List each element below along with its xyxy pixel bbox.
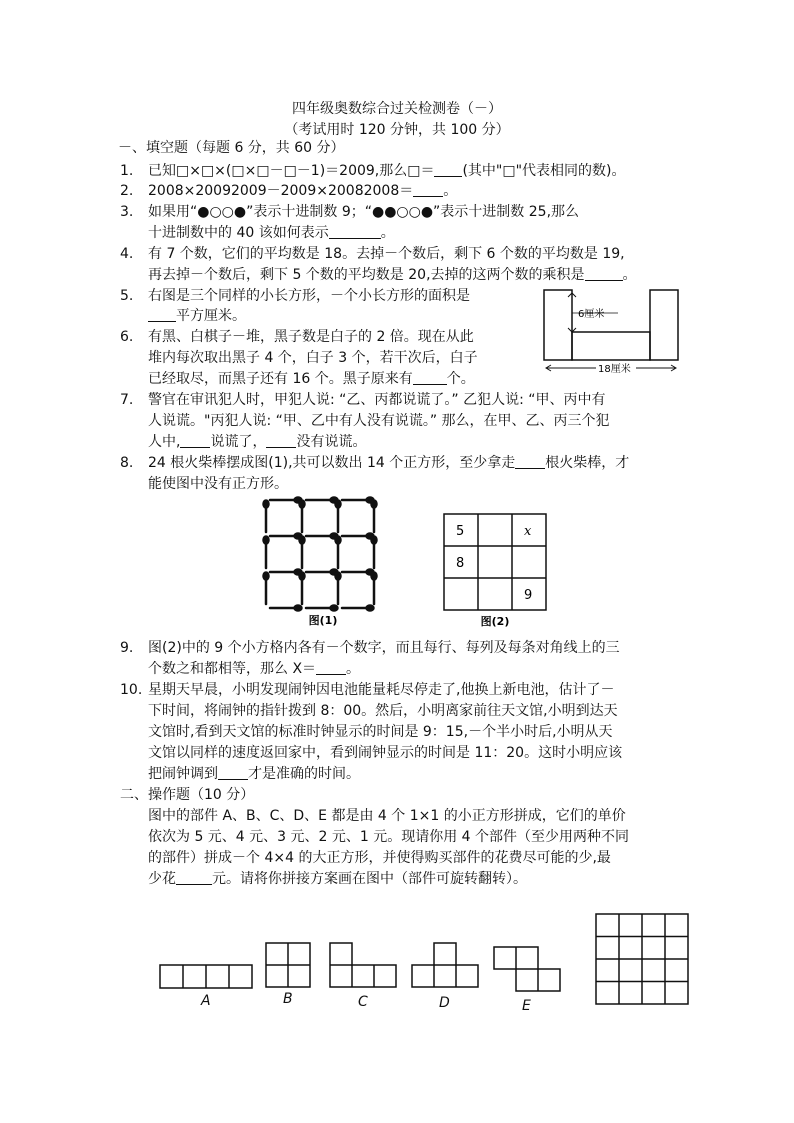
section2-line4: 少花 元。请将你拼接方案画在图中（部件可旋转翻转）。: [148, 871, 527, 887]
part-c: [330, 943, 396, 987]
q8-line1: 24 根火柴棒摆成图(1),共可以数出 14 个正方形，至少拿走 根火柴棒，才: [148, 455, 630, 471]
section2-line1: 图中的部件 A、B、C、D、E 都是由 4 个 1×1 的小正方形拼成，它们的单价: [148, 808, 626, 824]
q7-answer-blank-1[interactable]: [180, 432, 210, 448]
parts-figure: [150, 935, 590, 1015]
q1-number: 1.: [120, 163, 134, 179]
matchstick-head: [264, 501, 269, 508]
left-rectangle: [544, 290, 572, 360]
part-a: [160, 965, 252, 988]
q3-answer-blank[interactable]: [329, 223, 381, 239]
answer-grid[interactable]: [594, 912, 690, 1008]
length-label: 18厘米: [598, 364, 631, 375]
number-grid-figure: [442, 508, 548, 628]
q4-answer-blank[interactable]: [585, 265, 623, 281]
matchstick-head: [336, 573, 341, 580]
matchstick-head: [264, 537, 269, 544]
grid-cell-1: 5: [456, 524, 465, 539]
part-e: [494, 947, 560, 991]
q4-number: 4.: [120, 246, 134, 262]
matchstick-head: [336, 537, 341, 544]
page-title: 四年级奥数综合过关检测卷（－）: [292, 101, 502, 117]
q10-line2: 下时间，将闹钟的指针拨到 8：00。然后，小明离家前往天文馆,小明到达天: [148, 703, 618, 719]
matchstick-head: [331, 606, 338, 611]
part-e-label: E: [522, 998, 531, 1014]
matchstick-head: [295, 606, 302, 611]
q2-text: 2008×20092009－2009×20082008＝ 。: [148, 183, 458, 199]
q3-number: 3.: [120, 204, 134, 220]
matchstick-head: [264, 573, 269, 580]
matchstick-figure: [258, 494, 388, 628]
right-rectangle: [650, 290, 678, 360]
q10-line4: 文馆以同样的速度返回家中，看到闹钟显示的时间是 11：20。这时小明应该: [148, 745, 623, 761]
q7-line3: 人中, 说谎了， 没有说谎。: [148, 434, 367, 450]
q5-line2: 平方厘米。: [148, 306, 246, 326]
part-d: [412, 943, 478, 987]
q7-line2: 人说谎。"丙犯人说: “甲、乙中有人没有说谎。” 那么，在甲、乙、丙三个犯: [148, 413, 610, 429]
q1-answer-blank[interactable]: [434, 161, 462, 177]
matchstick-head: [336, 501, 341, 508]
grid-cell-3: x: [524, 524, 532, 539]
q2-answer-blank[interactable]: [413, 181, 443, 197]
q5-answer-blank[interactable]: [148, 306, 176, 322]
grid-cell-9: 9: [524, 588, 533, 603]
q4-line1: 有 7 个数，它们的平均数是 18。去掉－个数后，剩下 6 个数的平均数是 19,: [148, 246, 625, 262]
matchstick-head: [300, 573, 305, 580]
matchstick-head: [367, 606, 374, 611]
part-a-label: A: [201, 993, 211, 1009]
q3-line2: 十进制数中的 40 该如何表示 。: [148, 225, 395, 241]
part-b-label: B: [283, 991, 293, 1007]
q5-number: 5.: [120, 288, 134, 304]
part-d-label: D: [439, 995, 450, 1011]
section2-line3: 的部件）拼成－个 4×4 的大正方形，并使得购买部件的花费尽可能的少,最: [148, 850, 611, 866]
q4-line2: 再去掉－个数后，剩下 5 个数的平均数是 20,去掉的这两个数的乘积是 。: [148, 267, 637, 283]
grid-cell-4: 8: [456, 556, 465, 571]
q2-number: 2.: [120, 183, 134, 199]
matchstick-head: [300, 537, 305, 544]
q1-text: 已知□×□×(□×□－□－1)＝2009,那么□＝ (其中"□"代表相同的数)。: [148, 163, 626, 179]
q3-line1: 如果用“●○○●”表示十进制数 9；“●●○○●”表示十进制数 25,那么: [148, 204, 580, 220]
q6-line2: 堆内每次取出黑子 4 个，白子 3 个，若干次后，白子: [148, 350, 478, 366]
fig1-caption: 图(1): [308, 614, 338, 627]
q5-line1: 右图是三个同样的小长方形，－个小长方形的面积是: [148, 288, 470, 304]
section2-heading: 二、操作题（10 分）: [120, 787, 255, 803]
q8-answer-blank[interactable]: [515, 453, 545, 469]
q7-answer-blank-2[interactable]: [266, 432, 296, 448]
q8-line2: 能使图中没有正方形。: [148, 476, 288, 492]
q9-line2: 个数之和都相等，那么 X＝ 。: [148, 661, 361, 677]
section2-answer-blank[interactable]: [176, 869, 212, 885]
rectangles-figure: [540, 286, 690, 376]
matchstick-head: [372, 501, 377, 508]
q10-line3: 文馆时,看到天文馆的标准时钟显示的时间是 9：15,－个半小时后,小明从天: [148, 724, 613, 740]
q6-line1: 有黑、白棋子－堆，黑子数是白子的 2 倍。现在从此: [148, 329, 474, 345]
fig2-caption: 图(2): [480, 615, 510, 628]
matchstick-head: [300, 501, 305, 508]
page-subtitle: （考试用时 120 分钟，共 100 分）: [284, 122, 510, 138]
q8-number: 8.: [120, 455, 134, 471]
q6-number: 6.: [120, 329, 134, 345]
q10-answer-blank[interactable]: [218, 764, 248, 780]
width-label: 6厘米: [578, 309, 605, 320]
section2-line2: 依次为 5 元、4 元、3 元、2 元、1 元。现请你用 4 个部件（至少用两种不同: [148, 829, 630, 845]
q9-line1: 图(2)中的 9 个小方格内各有－个数字，而且每行、每列及每条对角线上的三: [148, 640, 620, 656]
q6-answer-blank[interactable]: [413, 369, 447, 385]
bottom-rectangle: [572, 332, 650, 360]
matchstick-head: [372, 573, 377, 580]
q10-line5: 把闹钟调到 才是准确的时间。: [148, 766, 360, 782]
q6-line3: 已经取尽，而黑子还有 16 个。黑子原来有 个。: [148, 371, 475, 387]
q9-answer-blank[interactable]: [316, 659, 346, 675]
part-c-label: C: [358, 994, 368, 1010]
part-b: [266, 943, 310, 987]
q10-line1: 星期天早晨，小明发现闹钟因电池能量耗尽停走了,他换上新电池，估计了－: [148, 682, 615, 698]
q10-number: 10.: [120, 682, 143, 698]
matchstick-head: [372, 537, 377, 544]
q7-line1: 警官在审讯犯人时，甲犯人说: “乙、丙都说谎了。” 乙犯人说: “甲、丙中有: [148, 392, 606, 408]
q7-number: 7.: [120, 392, 134, 408]
section1-heading: －、填空题（每题 6 分，共 60 分）: [118, 140, 345, 156]
q9-number: 9.: [120, 640, 134, 656]
